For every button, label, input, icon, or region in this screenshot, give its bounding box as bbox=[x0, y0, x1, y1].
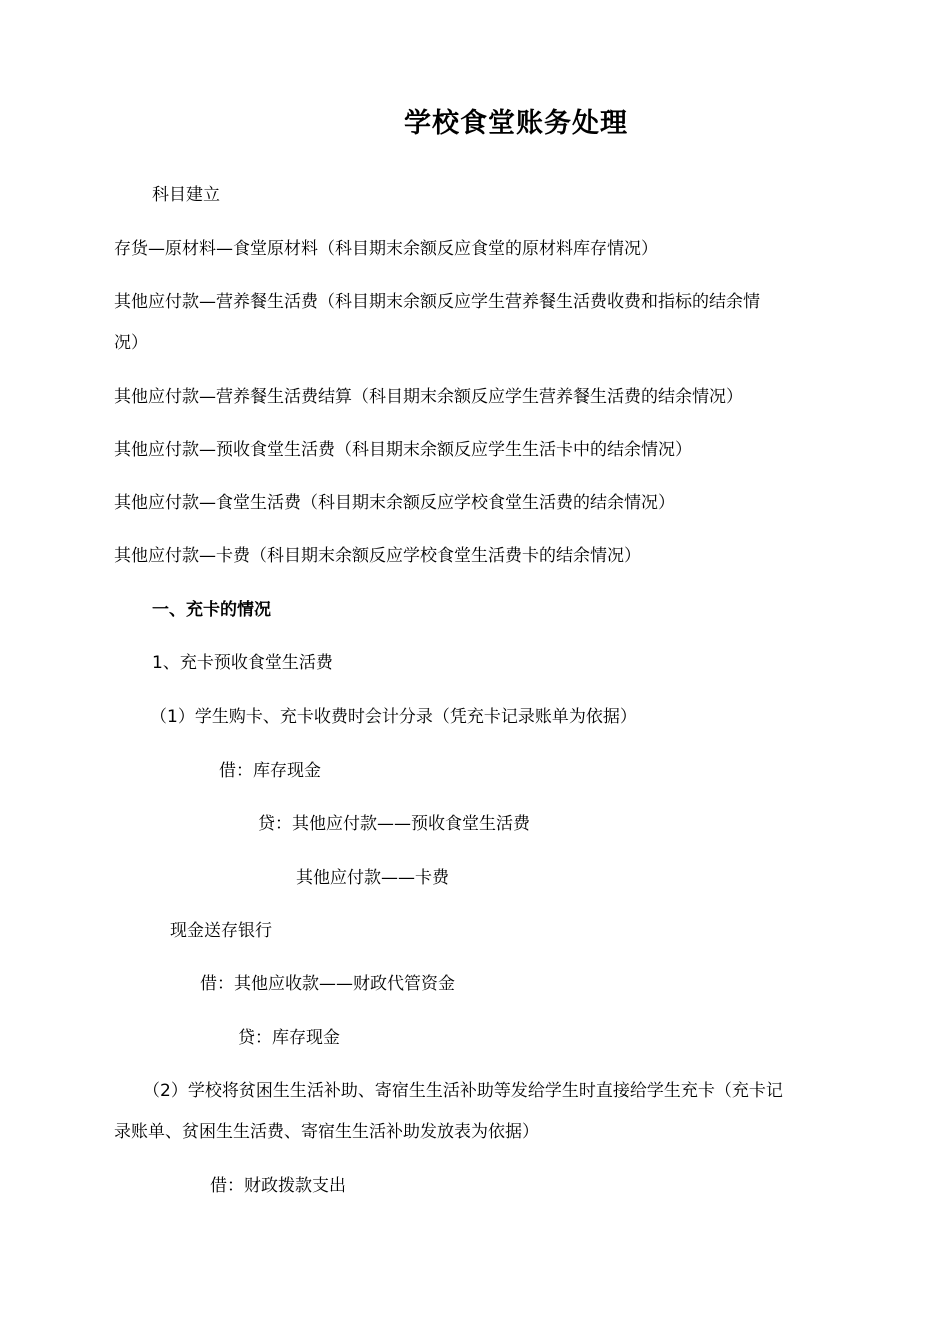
journal-entry-debit: 借：库存现金 bbox=[219, 761, 321, 781]
paragraph-line: （2）学校将贫困生生活补助、寄宿生生活补助等发给学生时直接给学生充卡（充卡记 bbox=[143, 1081, 783, 1101]
paragraph-line: 其他应付款—预收食堂生活费（科目期末余额反应学生生活卡中的结余情况） bbox=[114, 440, 692, 460]
paragraph-line: 录账单、贫困生生活费、寄宿生生活补助发放表为依据） bbox=[114, 1122, 539, 1142]
journal-entry-debit: 借：财政拨款支出 bbox=[210, 1176, 346, 1196]
section-heading-card-recharge: 一、充卡的情况 bbox=[152, 600, 271, 620]
journal-entry-credit: 贷：库存现金 bbox=[238, 1028, 340, 1048]
paragraph-line: 况） bbox=[114, 333, 148, 353]
paragraph-line: 其他应付款—食堂生活费（科目期末余额反应学校食堂生活费的结余情况） bbox=[114, 493, 675, 513]
paragraph-line: 存货—原材料—食堂原材料（科目期末余额反应食堂的原材料库存情况） bbox=[114, 239, 658, 259]
paragraph-line: 其他应付款—营养餐生活费（科目期末余额反应学生营养餐生活费收费和指标的结余情 bbox=[114, 292, 760, 312]
journal-entry-credit: 贷：其他应付款——预收食堂生活费 bbox=[258, 814, 530, 834]
paragraph-line: 其他应付款—卡费（科目期末余额反应学校食堂生活费卡的结余情况） bbox=[114, 546, 641, 566]
paragraph-line: 现金送存银行 bbox=[170, 921, 272, 941]
document-title: 学校食堂账务处理 bbox=[404, 108, 628, 139]
subsection-heading: 1、充卡预收食堂生活费 bbox=[152, 653, 333, 673]
paragraph-line: 其他应付款—营养餐生活费结算（科目期末余额反应学生营养餐生活费的结余情况） bbox=[114, 387, 743, 407]
journal-entry-credit: 其他应付款——卡费 bbox=[296, 868, 449, 888]
journal-entry-debit: 借：其他应收款——财政代管资金 bbox=[200, 974, 455, 994]
paragraph-line: （1）学生购卡、充卡收费时会计分录（凭充卡记录账单为依据） bbox=[150, 707, 637, 727]
section-heading-subject-setup: 科目建立 bbox=[152, 185, 220, 205]
